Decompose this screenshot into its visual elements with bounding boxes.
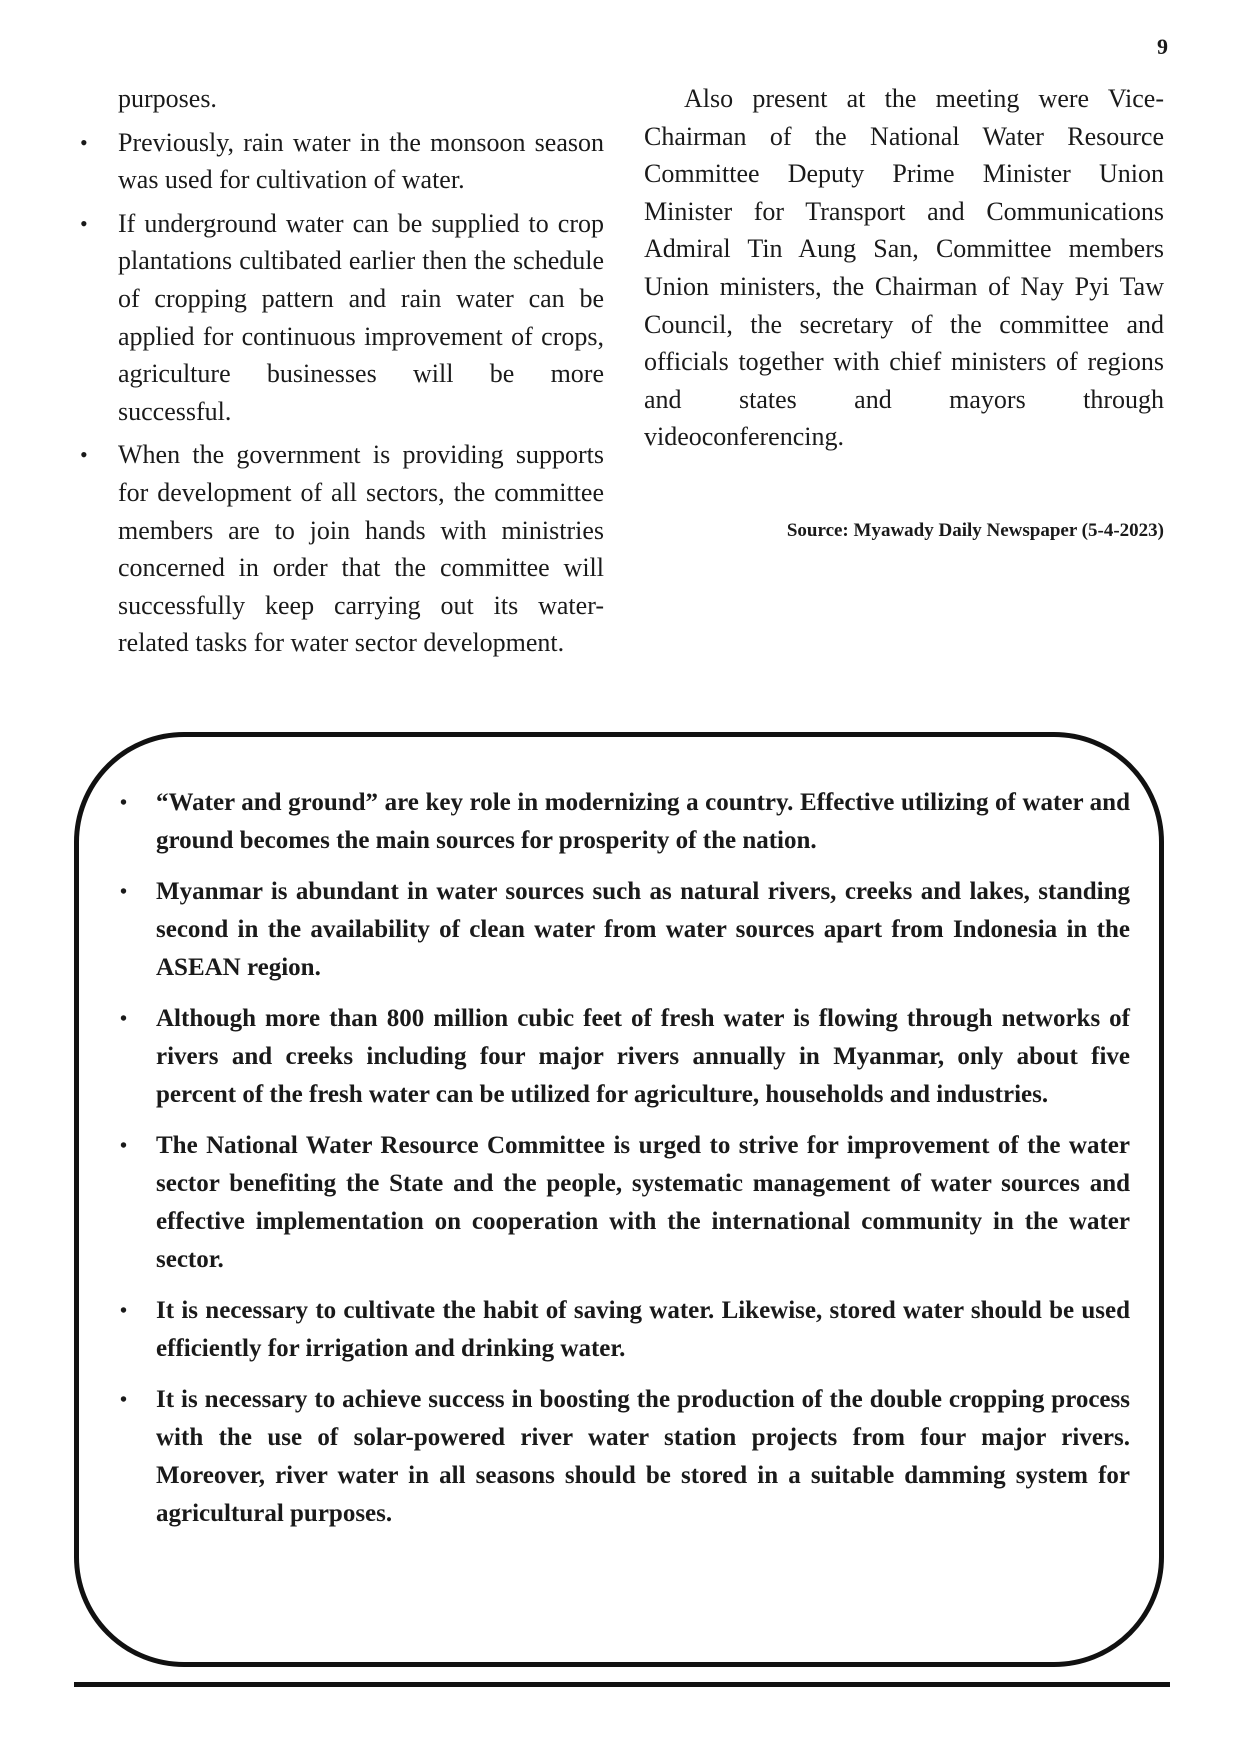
source-citation: Source: Myawady Daily Newspaper (5-4-2023) [786, 519, 1164, 541]
right-column [644, 80, 1164, 550]
list-item-text: Although more than 800 million cubic feet of fresh water is flowing through networks of rivers and creeks including four major rivers annually in Myanmar, only about five percent of the fresh water can be utilized for agriculture, households and industries. [156, 1005, 1130, 1108]
bullet-icon: • [120, 1300, 128, 1322]
left-column [76, 80, 604, 668]
bullet-icon: • [120, 1389, 128, 1411]
bullet-icon: • [120, 1008, 128, 1030]
list-item [120, 1000, 1130, 1114]
bullet-icon: • [120, 792, 128, 814]
key-points-list [120, 784, 1130, 1546]
list-item-text: Previously, rain water in the monsoon season was used for cultivation of water. [118, 127, 604, 195]
page-number: 9 [1157, 34, 1168, 59]
list-item [76, 124, 604, 199]
list-item-text: It is necessary to achieve success in boosting the production of the double cropping process with the use of solar-powered river water station projects from four major rivers. Moreover, river water in all seasons should be stored in a suitable damming system for agricultural purposes. [156, 1386, 1130, 1527]
bullet-icon: • [80, 129, 88, 155]
list-item [76, 436, 604, 662]
bullet-icon: • [120, 1135, 128, 1157]
bottom-divider [74, 1682, 1170, 1687]
list-item [120, 1292, 1130, 1368]
bullet-icon: • [80, 442, 88, 468]
continuation-text: purposes. [118, 84, 217, 113]
list-item-text: The National Water Resource Committee is urged to strive for improvement of the water sector benefiting the State and the people, systematic management of water sources and effective implementation on cooperation with the international community in the water sector. [156, 1132, 1130, 1273]
list-item-text: “Water and ground” are key role in modernizing a country. Effective utilizing of water and ground becomes the main sources for prosperity of the nation. [156, 789, 1130, 854]
list-item-text: If underground water can be supplied to crop plantations cultibated earlier then the schedule of cropping pattern and rain water can be applied for continuous improvement of crops, agriculture businesses will be more successful. [118, 208, 604, 426]
list-item-text: Myanmar is abundant in water sources such as natural rivers, creeks and lakes, standing second in the availability of clean water from water sources apart from Indonesia in the ASEAN region. [156, 878, 1130, 981]
list-item [120, 1381, 1130, 1533]
list-item [120, 1127, 1130, 1279]
list-item [120, 784, 1130, 860]
meeting-attendees-paragraph: Also present at the meeting were Vice-Chairman of the National Water Resource Committee Deputy Prime Minister Union Minister for Transport and Communications Admiral Tin Aung San, Committee members Union ministers, the Chairman of Nay Pyi Taw Council, the secretary of the committee and officials together with chief ministers of regions and states and mayors through videoconferencing. [644, 84, 1164, 452]
list-item [120, 873, 1130, 987]
list-item-text: When the government is providing supports for development of all sectors, the committee members are to join hands with ministries concerned in order that the committee will successfully keep carrying out its water-related tasks for water sector development. [118, 440, 604, 658]
bullet-icon: • [80, 210, 88, 236]
list-item [76, 205, 604, 431]
list-item-text: It is necessary to cultivate the habit of saving water. Likewise, stored water should be used efficiently for irrigation and drinking water. [156, 1297, 1130, 1362]
bullet-icon: • [120, 881, 128, 903]
